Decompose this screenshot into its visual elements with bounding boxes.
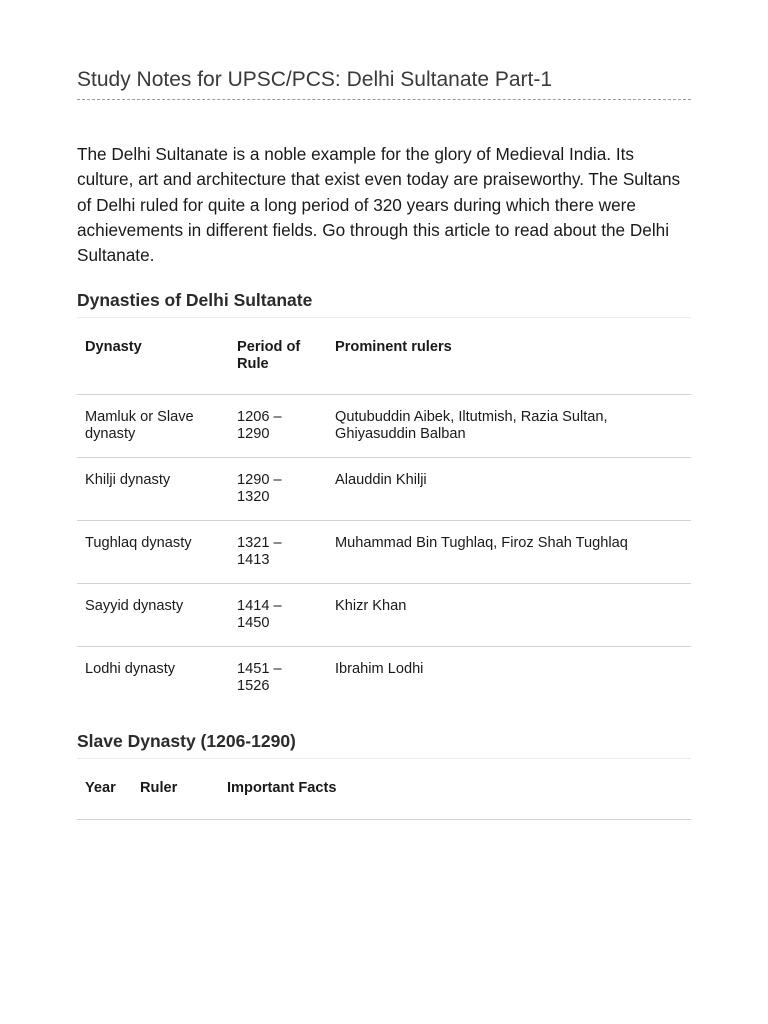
column-header-year: Year (85, 780, 116, 796)
period-cell: 1321 – 1413 (237, 535, 282, 568)
dynasties-heading: Dynasties of Delhi Sultanate (77, 290, 313, 310)
dynasties-table-header (77, 325, 691, 395)
dynasties-heading-divider (77, 317, 691, 318)
column-header-period: Period of Rule (237, 339, 301, 372)
rulers-cell: Ibrahim Lodhi (335, 661, 424, 677)
rulers-cell: Muhammad Bin Tughlaq, Firoz Shah Tughlaq (335, 535, 628, 551)
title-divider (77, 99, 691, 100)
slave-dynasty-table (77, 766, 691, 820)
table-row (77, 458, 691, 521)
dynasty-cell: Sayyid dynasty (85, 598, 184, 614)
column-header-ruler: Ruler (140, 780, 178, 796)
column-header-dynasty: Dynasty (85, 339, 142, 355)
rulers-cell: Alauddin Khilji (335, 472, 427, 488)
table-row (77, 647, 691, 709)
dynasty-cell: Lodhi dynasty (85, 661, 176, 677)
period-cell: 1414 – 1450 (237, 598, 282, 631)
dynasty-cell: Mamluk or Slave dynasty (85, 409, 194, 442)
period-cell: 1451 – 1526 (237, 661, 282, 694)
dynasty-cell: Tughlaq dynasty (85, 535, 192, 551)
dynasty-cell: Khilji dynasty (85, 472, 171, 488)
column-header-rulers: Prominent rulers (335, 339, 452, 355)
slave-dynasty-heading-divider (77, 758, 691, 759)
dynasties-table (77, 325, 691, 709)
rulers-cell: Qutubuddin Aibek, Iltutmish, Razia Sultan, Ghiyasuddin Balban (335, 409, 608, 442)
page-title: Study Notes for UPSC/PCS: Delhi Sultanate Part-1 (77, 68, 553, 91)
intro-paragraph: The Delhi Sultanate is a noble example for the glory of Medieval India. Its culture, art and architecture that exist even today are praiseworthy. The Sultans of Delhi ruled for quite a long period of 320 years during which there were achievements in different fields. Go through this article to read about the Delhi Sultanate. (77, 144, 681, 266)
period-cell: 1290 – 1320 (237, 472, 282, 505)
slave-dynasty-heading: Slave Dynasty (1206-1290) (77, 731, 296, 751)
table-row (77, 521, 691, 584)
table-row (77, 395, 691, 458)
table-row (77, 584, 691, 647)
rulers-cell: Khizr Khan (335, 598, 407, 614)
slave-dynasty-table-header (77, 766, 691, 820)
column-header-important-facts: Important Facts (227, 780, 337, 796)
period-cell: 1206 – 1290 (237, 409, 282, 442)
